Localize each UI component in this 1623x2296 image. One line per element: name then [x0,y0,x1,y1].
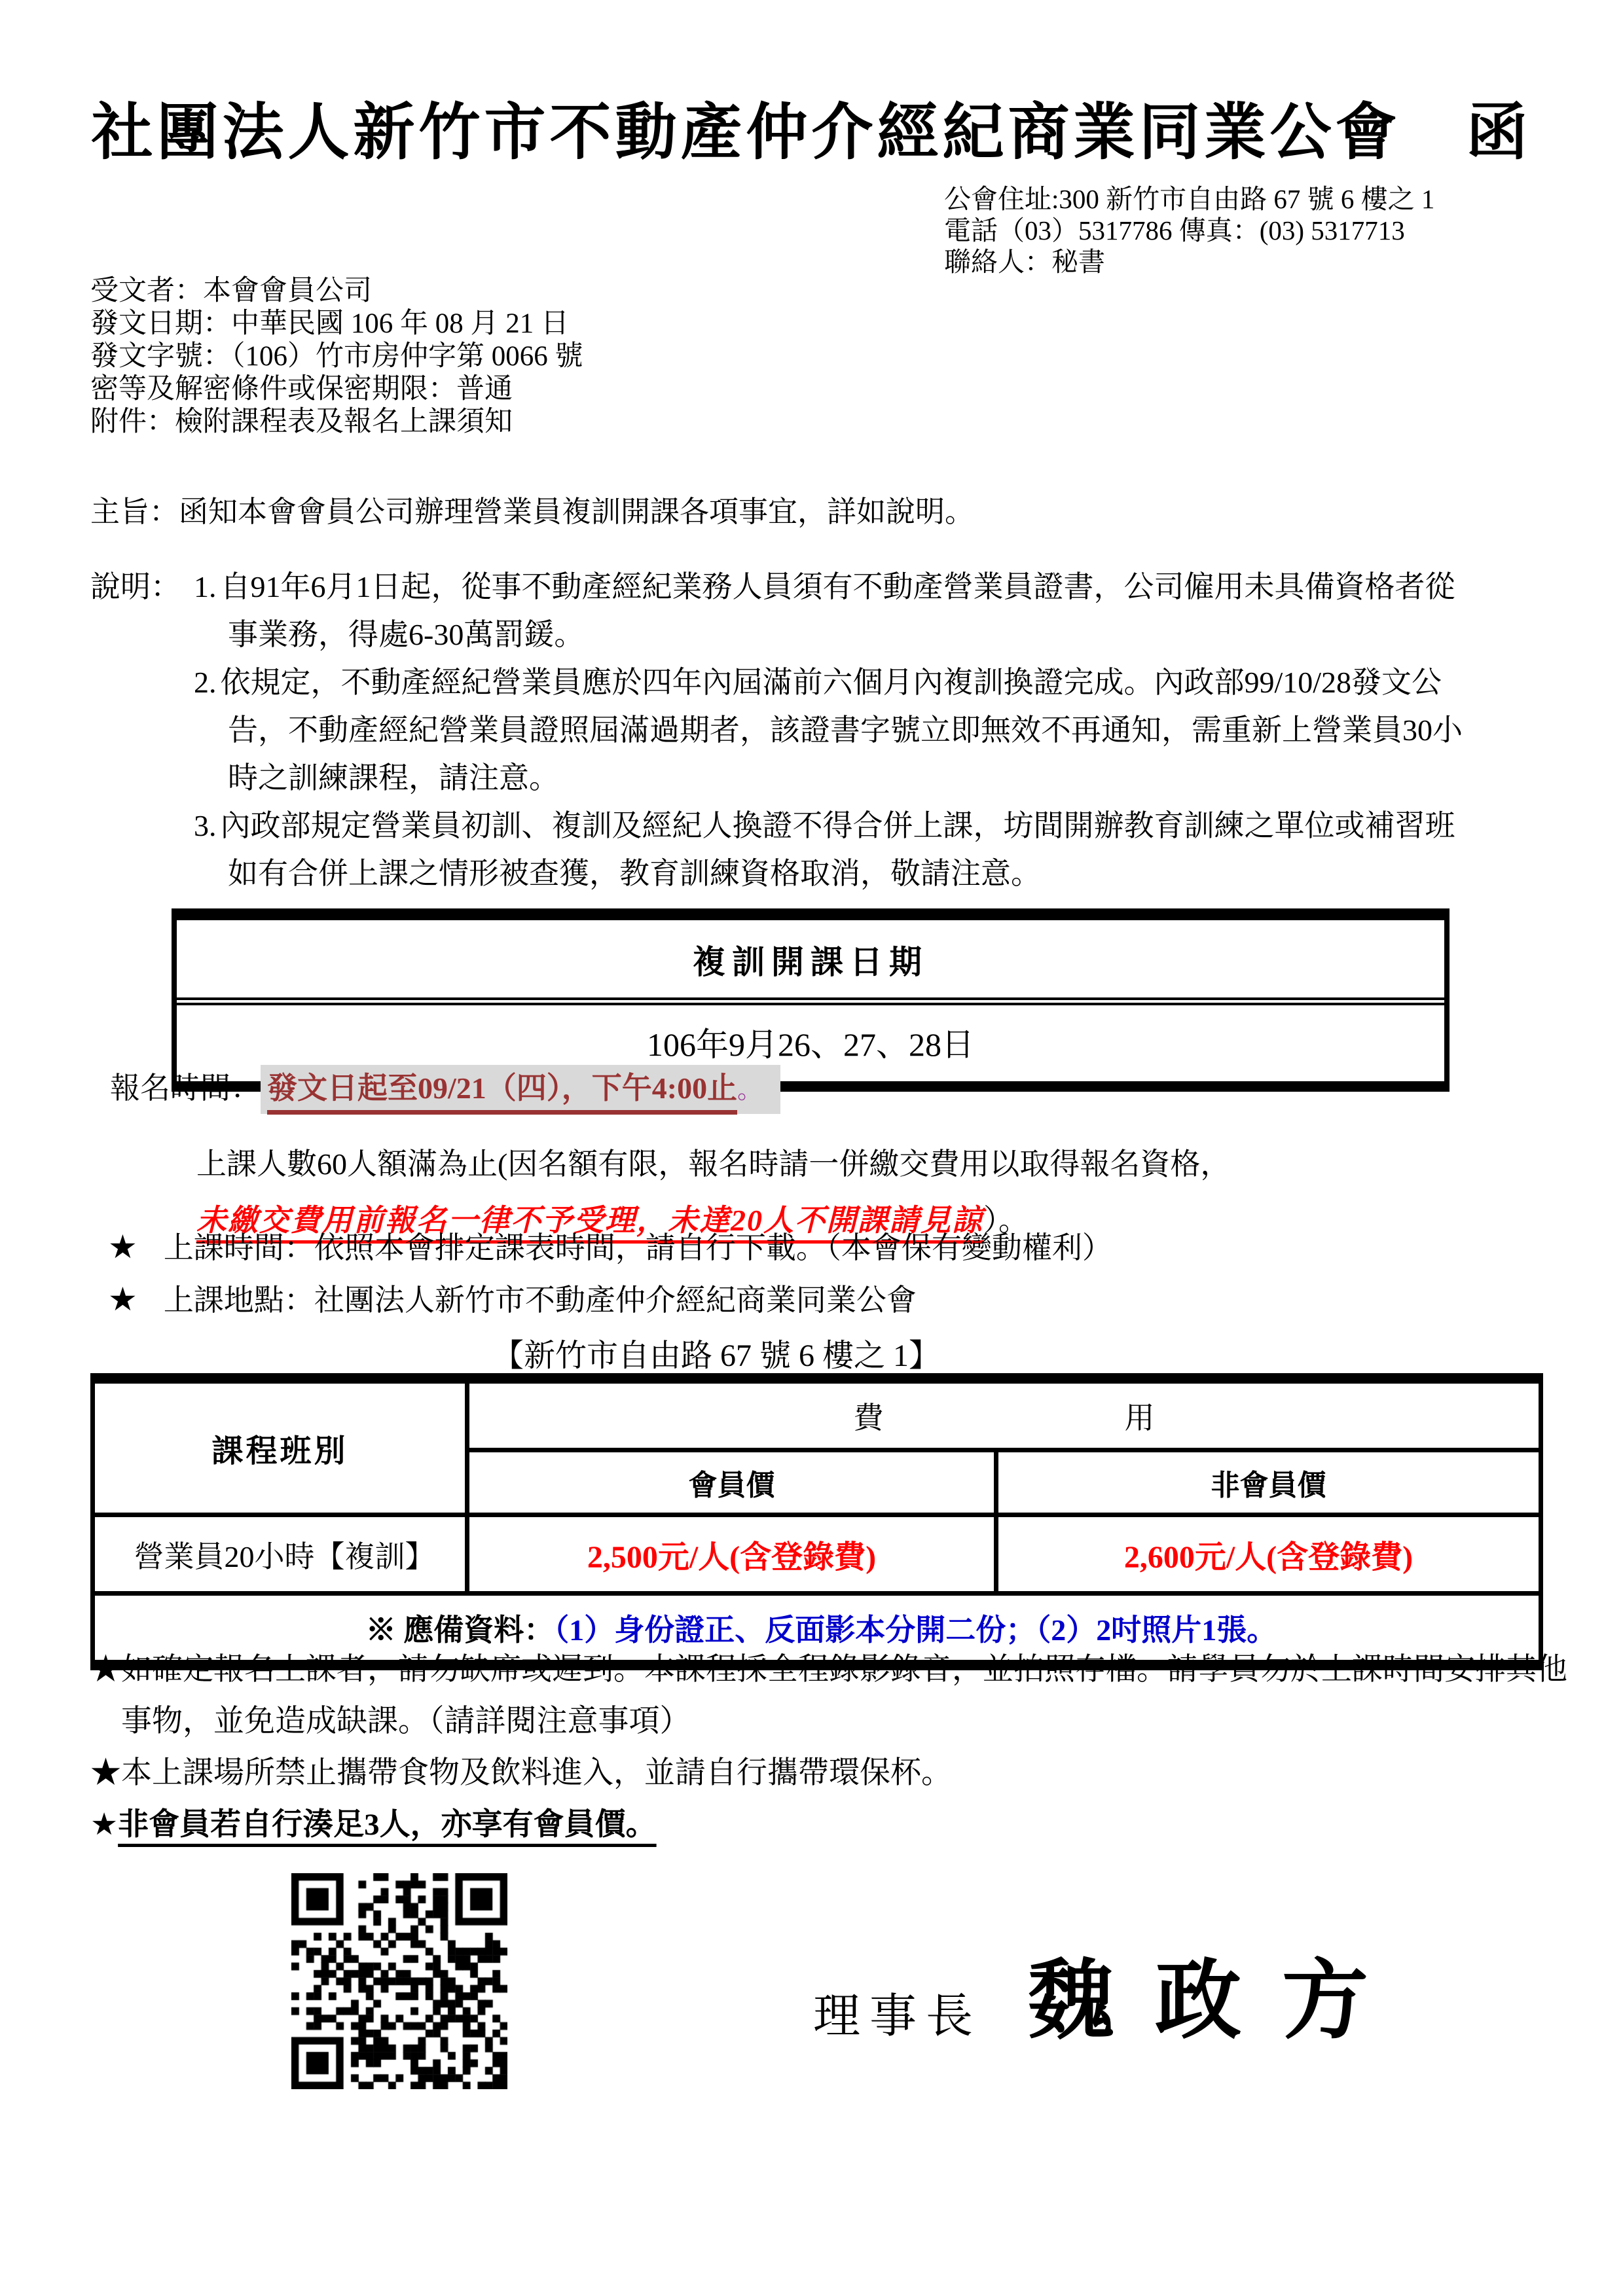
item-text: 自91年6月1日起，從事不動產經紀業務人員須有不動產營業員證書，公司僱用未具備資格者從事業務，得處6-30萬罰鍰。 [220,570,1455,651]
item-text: 內政部規定營業員初訓、複訓及經紀人換證不得合併上課，坊間開辦教育訓練之單位或補習班如有合併上課之情形被查獲，教育訓練資格取消，敬請注意。 [220,809,1455,890]
registration-label: 報名時間： [110,1071,261,1105]
class-time-line [108,1224,1112,1267]
note-item [90,1799,1596,1851]
explanation-label: 說明： [90,570,181,603]
contact-person: 聯絡人：秘書 [944,247,1105,277]
registration-deadline-highlight [261,1065,780,1114]
fee-header-course: 課程班別 [93,1378,467,1515]
explanation-item [194,658,1470,802]
class-place-text: 上課地點：社團法人新竹市不動產仲介經紀商業同業公會 [163,1283,917,1317]
registration-time-line [110,1064,780,1107]
star-icon: ★ [90,1808,119,1842]
star-icon: ★ [90,1756,121,1790]
contact-address: 公會住址:300 新竹市自由路 67 號 6 樓之 1 [944,184,1435,214]
course-date-value: 106年9月26、27、28日 [647,1026,974,1063]
note-item [90,1644,1596,1748]
fee-row-course: 營業員20小時【複訓】 [93,1515,467,1594]
required-docs-text: （1）身份證正、反面影本分開二份；（2）2吋照片1張。 [554,1613,1277,1647]
item-number: 1. [194,570,217,603]
fee-header-fee: 費 用 [467,1378,1541,1450]
meta-issue-date: 發文日期：中華民國 106 年 08 月 21 日 [90,308,569,339]
contact-block [944,183,1434,278]
item-number: 2. [194,666,217,699]
meta-doc-number: 發文字號：（106）竹市房仲字第 0066 號 [90,341,583,372]
star-icon: ★ [108,1281,137,1318]
fee-table-row [93,1515,1541,1594]
meta-block [90,275,583,439]
explanation-items [194,563,1470,897]
signature-name: 魏政方 [1028,1953,1409,2049]
fee-nonmember-price: 2,600元/人(含登錄費) [996,1515,1541,1594]
explanation-item [194,802,1470,897]
registration-deadline-period: 。 [737,1077,763,1104]
star-icon: ★ [90,1653,121,1687]
fee-table [90,1373,1543,1670]
note-text: 非會員若自行湊足3人，亦享有會員價。 [118,1808,657,1842]
explanation-block [90,563,1491,897]
item-text: 依規定，不動產經紀營業員應於四年內屆滿前六個月內複訓換證完成。內政部99/10/28發文公告，不動產經紀營業員證照屆滿過期者，該證書字號立即無效不再通知，需重新上營業員30小時之訓練課程，請注意。 [220,666,1463,795]
class-address-line: 【新竹市自由路 67 號 6 樓之 1】 [492,1338,941,1373]
qr-code [291,1873,507,2089]
letter-title: 社團法人新竹市不動產仲介經紀商業同業公會 函 [91,99,1532,167]
contact-phone-fax: 電話（03）5317786 傳真：(03) 5317713 [944,215,1405,245]
meta-security: 密等及解密條件或保密期限：普通 [90,374,513,404]
notes-block [90,1644,1596,1851]
note-text: 本上課場所禁止攜帶食物及飲料進入，並請自行攜帶環保杯。 [121,1756,952,1790]
meta-attachment: 附件：檢附課程表及報名上課須知 [90,406,513,437]
star-icon: ★ [108,1229,137,1265]
fee-header-member: 會員價 [467,1450,996,1515]
class-time-text: 上課時間：依照本會排定課表時間，請自行下載。（本會保有變動權利） [163,1231,1112,1265]
course-date-header: 複訓開課日期 [177,920,1444,1005]
note-item [90,1748,1596,1799]
item-number: 3. [194,809,217,842]
registration-deadline-text: 發文日起至09/21（四），下午4:00止 [267,1071,737,1115]
meta-recipient: 受文者：本會會員公司 [90,276,372,306]
warning-red-text: 未繳交費用前報名一律不予受理，未達20人不開課請見諒 [196,1204,983,1244]
registration-capacity-line: 上課人數60人額滿為止(因名額有限，報名時請一併繳交費用以取得報名資格， [196,1147,1231,1181]
signature-title: 理事長 [813,1990,983,2043]
class-place-line [108,1276,917,1319]
note-text: 如確定報名上課者，請勿缺席或遲到。本課程採全程錄影錄音，並拍照存檔。請學員勿於上課時間安排其他事物，並免造成缺課。（請詳閱注意事項） [121,1653,1567,1738]
fee-header-nonmember: 非會員價 [996,1450,1541,1515]
required-docs-label: ※ 應備資料： [365,1613,555,1647]
subject-line: 主旨：函知本會會員公司辦理營業員複訓開課各項事宜，詳如說明。 [90,495,975,528]
fee-member-price: 2,500元/人(含登錄費) [467,1515,996,1594]
warning-tail: ）。 [983,1204,1029,1237]
explanation-item [194,563,1470,658]
